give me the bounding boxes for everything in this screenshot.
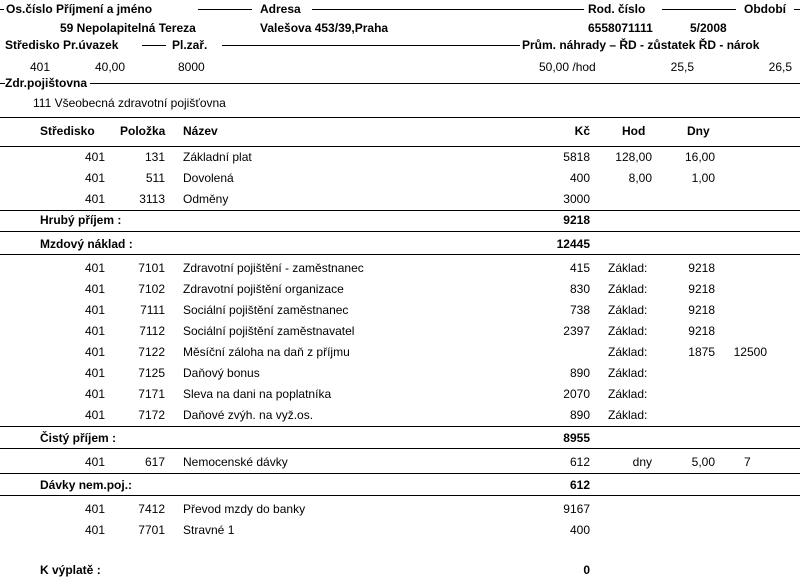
- label-stredisko-uvazek: Středisko Pr.úvazek: [5, 38, 119, 52]
- divider: [794, 9, 800, 10]
- row-stredisko: 401: [84, 502, 105, 516]
- row-polozka: 7102: [138, 282, 165, 296]
- divider: [0, 146, 800, 147]
- row-nazev: Stravné 1: [183, 523, 235, 537]
- row-hod: Základ:: [608, 408, 648, 422]
- payout-label: K výplatě :: [40, 563, 101, 577]
- label-rod-cislo: Rod. číslo: [588, 2, 646, 16]
- row-dny: 9218: [688, 282, 715, 296]
- row-dny: 9218: [688, 324, 715, 338]
- label-obdobi: Období: [744, 2, 786, 16]
- row-stredisko: 401: [84, 345, 105, 359]
- row-nazev: Daňový bonus: [183, 366, 260, 380]
- row-kc: 400: [569, 523, 590, 537]
- divider: [198, 9, 252, 10]
- row-nazev: Daňové zvýh. na vyž.os.: [183, 408, 314, 422]
- label-adresa: Adresa: [260, 2, 301, 16]
- row-stredisko: 401: [84, 192, 105, 206]
- period: 5/2008: [690, 21, 727, 35]
- row-stredisko: 401: [84, 455, 105, 469]
- row-nazev: Zdravotní pojištění organizace: [183, 282, 344, 296]
- narok-rd-value: 26,5: [768, 60, 792, 74]
- divider: [0, 231, 800, 232]
- row-stredisko: 401: [84, 366, 105, 380]
- row-polozka: 7172: [138, 408, 165, 422]
- divider: [0, 210, 800, 211]
- row-polozka: 7122: [138, 345, 165, 359]
- row-dny: 9218: [688, 261, 715, 275]
- row-nazev: Zdravotní pojištění - zaměstnanec: [183, 261, 364, 275]
- row-hod: 128,00: [615, 150, 652, 164]
- row-nazev: Sleva na dani na poplatníka: [183, 387, 332, 401]
- row-extra: 12500: [733, 345, 767, 359]
- pl-zar-value: 8000: [178, 60, 205, 74]
- row-kc: 890: [569, 408, 590, 422]
- col-dny: Dny: [687, 124, 710, 138]
- row-polozka: 7101: [138, 261, 165, 275]
- row-dny: 1875: [688, 345, 715, 359]
- divider: [0, 473, 800, 474]
- divider: [0, 254, 800, 255]
- row-hod: 8,00: [628, 171, 652, 185]
- net-income-label: Čistý příjem :: [40, 431, 117, 445]
- row-polozka: 7125: [138, 366, 165, 380]
- row-hod: Základ:: [608, 345, 648, 359]
- net-income-value: 8955: [563, 431, 590, 445]
- row-stredisko: 401: [84, 408, 105, 422]
- row-nazev: Sociální pojištění zaměstnanec: [183, 303, 349, 317]
- uvazek-value: 40,00: [95, 60, 126, 74]
- row-stredisko: 401: [84, 523, 105, 537]
- row-polozka: 7112: [139, 324, 165, 338]
- row-kc: 3000: [563, 192, 590, 206]
- row-hod: Základ:: [608, 387, 648, 401]
- divider: [312, 9, 584, 10]
- col-polozka: Položka: [120, 124, 166, 138]
- row-kc: 415: [569, 261, 590, 275]
- row-nazev: Odměny: [183, 192, 229, 206]
- row-kc: 2397: [563, 324, 590, 338]
- sickness-benefits-label: Dávky nem.poj.:: [40, 478, 133, 492]
- stredisko-value: 401: [30, 60, 51, 74]
- row-stredisko: 401: [84, 324, 105, 338]
- col-kc: Kč: [574, 124, 590, 138]
- row-kc: 890: [569, 366, 590, 380]
- gross-income-value: 9218: [563, 213, 590, 227]
- row-kc: 400: [569, 171, 590, 185]
- row-hod: Základ:: [608, 282, 648, 296]
- row-polozka: 7171: [138, 387, 165, 401]
- row-kc: 5818: [563, 150, 590, 164]
- row-polozka: 7701: [138, 523, 165, 537]
- row-stredisko: 401: [84, 303, 105, 317]
- row-nazev: Sociální pojištění zaměstnavatel: [183, 324, 355, 338]
- row-nazev: Měsíční záloha na daň z příjmu: [183, 345, 350, 359]
- divider: [142, 45, 166, 46]
- row-nazev: Převod mzdy do banky: [183, 502, 306, 516]
- row-stredisko: 401: [84, 171, 105, 185]
- employee-address: Valešova 453/39,Praha: [260, 21, 389, 35]
- label-pl-zar: Pl.zař.: [172, 38, 208, 52]
- row-hod: Základ:: [608, 303, 648, 317]
- row-hod: dny: [632, 455, 652, 469]
- row-dny: 1,00: [691, 171, 715, 185]
- divider: [0, 9, 4, 10]
- row-stredisko: 401: [84, 261, 105, 275]
- payout-value: 0: [583, 563, 590, 577]
- row-stredisko: 401: [84, 387, 105, 401]
- row-kc: 738: [569, 303, 590, 317]
- row-kc: 2070: [563, 387, 590, 401]
- label-prum-nahrady: Prům. náhrady – ŘD - zůstatek ŘD - nárok: [522, 38, 760, 52]
- divider: [0, 448, 800, 449]
- labor-cost-value: 12445: [556, 237, 590, 251]
- row-polozka: 7412: [138, 502, 165, 516]
- divider: [0, 426, 800, 427]
- divider: [222, 45, 520, 46]
- row-nazev: Nemocenské dávky: [183, 455, 288, 469]
- divider: [662, 9, 736, 10]
- col-hod: Hod: [622, 124, 646, 138]
- row-polozka: 3113: [139, 192, 165, 206]
- divider: [0, 117, 800, 118]
- employee-name: 59 Nepolapitelná Tereza: [60, 21, 196, 35]
- label-zdr-pojistovna: Zdr.pojištovna: [5, 76, 90, 90]
- row-stredisko: 401: [84, 150, 105, 164]
- gross-income-label: Hrubý příjem :: [40, 213, 122, 227]
- sickness-benefits-value: 612: [569, 478, 590, 492]
- labor-cost-label: Mzdový náklad :: [40, 237, 133, 251]
- row-polozka: 131: [144, 150, 165, 164]
- row-hod: Základ:: [608, 366, 648, 380]
- row-dny: 16,00: [684, 150, 715, 164]
- divider: [0, 83, 800, 84]
- row-kc: 9167: [563, 502, 590, 516]
- birth-number: 6558071111: [588, 21, 653, 35]
- row-kc: 612: [569, 455, 590, 469]
- row-polozka: 511: [145, 171, 165, 185]
- row-nazev: Dovolená: [183, 171, 234, 185]
- zustatek-rd-value: 25,5: [670, 60, 694, 74]
- row-hod: Základ:: [608, 324, 648, 338]
- label-oscislo-jmeno: Os.číslo Příjmení a jméno: [6, 2, 153, 16]
- row-dny: 9218: [688, 303, 715, 317]
- row-polozka: 617: [144, 455, 165, 469]
- col-nazev: Název: [183, 124, 218, 138]
- row-stredisko: 401: [84, 282, 105, 296]
- row-polozka: 7111: [140, 303, 165, 317]
- row-extra: 7: [744, 455, 751, 469]
- row-dny: 5,00: [691, 455, 715, 469]
- row-nazev: Základní plat: [183, 150, 252, 164]
- col-stredisko: Středisko: [40, 124, 95, 138]
- row-hod: Základ:: [608, 261, 648, 275]
- divider: [0, 495, 800, 496]
- row-kc: 830: [569, 282, 590, 296]
- prum-nahrady-value: 50,00 /hod: [539, 60, 596, 74]
- insurance-value: 111 Všeobecná zdravotní pojišťovna: [33, 96, 226, 110]
